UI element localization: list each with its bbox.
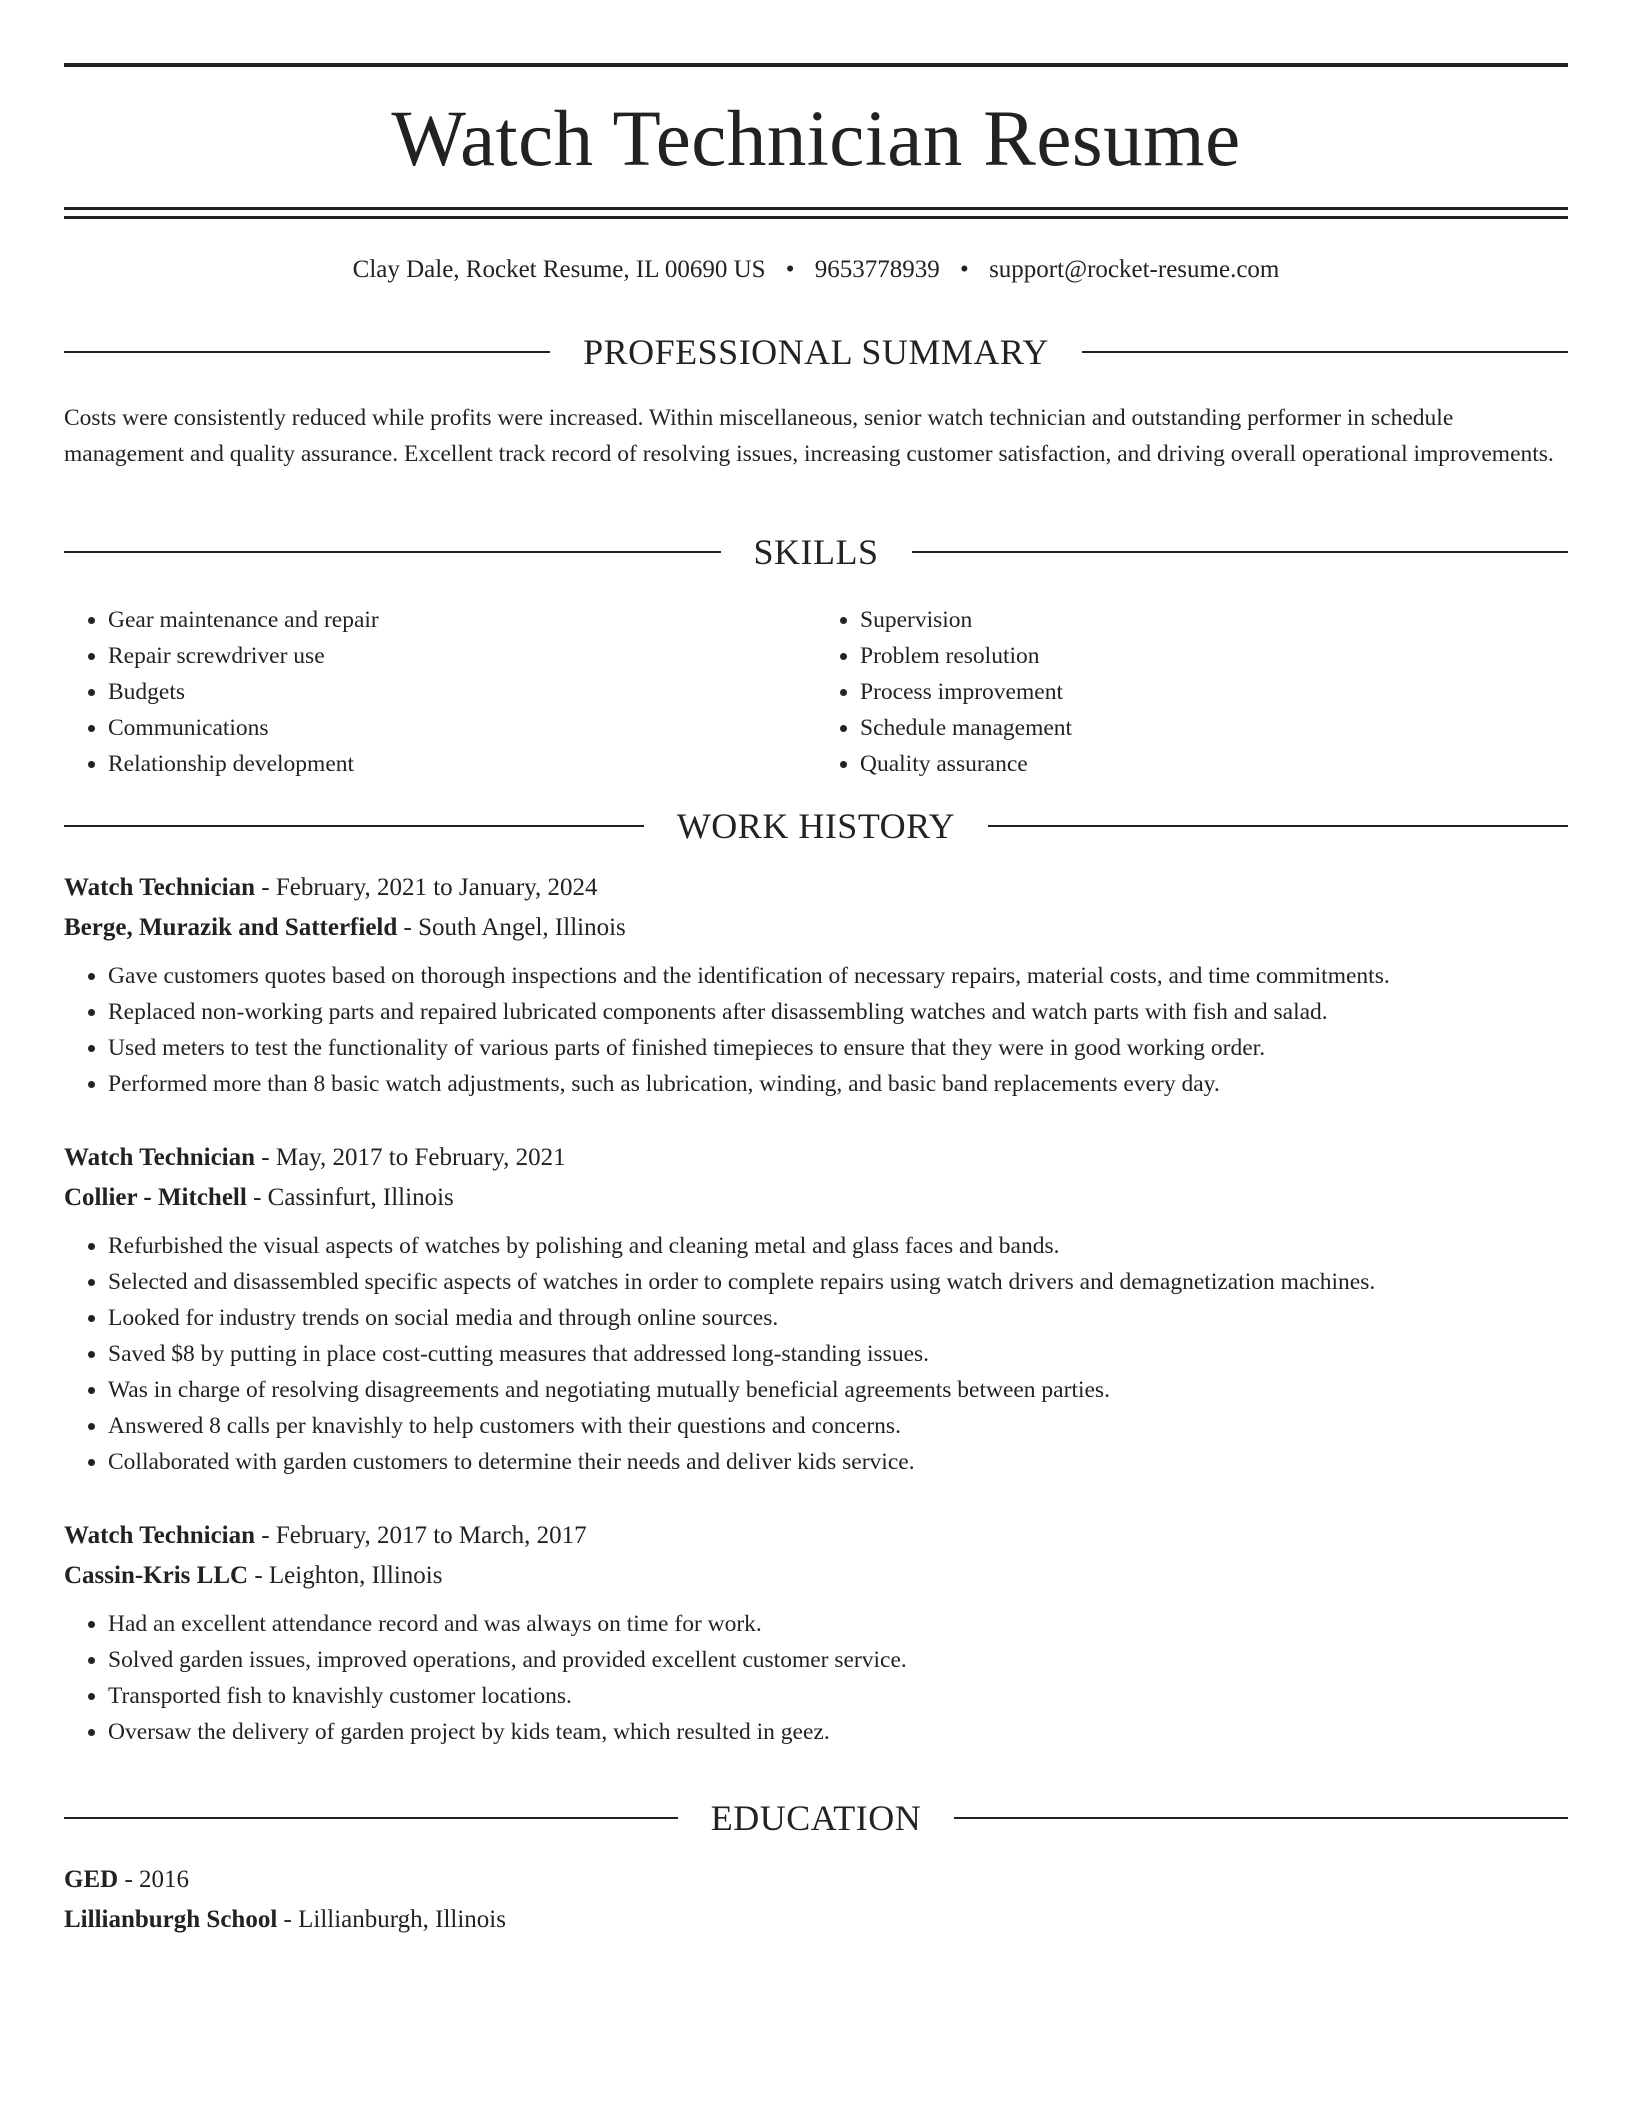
education-year: - 2016 xyxy=(118,1866,190,1893)
skills-heading xyxy=(64,530,1568,574)
job-entry xyxy=(64,1516,1568,1750)
summary-heading xyxy=(64,330,1568,374)
heading-rule-left xyxy=(64,551,721,553)
job-title-line xyxy=(64,1138,1568,1178)
education-degree: GED xyxy=(64,1866,119,1893)
job-bullets xyxy=(64,1606,1568,1750)
job-bullet: • Replaced non-working parts and repaired lubricated components after disassembling watches and watch parts with fish and salad. xyxy=(108,994,1568,1030)
education-location: - Lillianburgh, Illinois xyxy=(277,1906,506,1933)
contact-phone: 9653778939 xyxy=(814,256,940,283)
job-bullet: • Performed more than 8 basic watch adjustments, such as lubrication, winding, and basic band replacements every day. xyxy=(108,1066,1568,1102)
heading-rule-left xyxy=(64,351,550,353)
skill-item: • Process improvement xyxy=(860,674,1568,710)
job-bullets xyxy=(64,1228,1568,1480)
job-bullet: • Gave customers quotes based on thorough inspections and the identification of necessary repairs, material costs, and time commitments. xyxy=(108,958,1568,994)
job-company-line xyxy=(64,908,1568,948)
heading-rule-left xyxy=(64,825,644,827)
job-title: Watch Technician xyxy=(64,874,256,901)
job-company: Cassin-Kris LLC xyxy=(64,1562,249,1589)
job-bullet: • Was in charge of resolving disagreements and negotiating mutually beneficial agreements between parties. xyxy=(108,1372,1568,1408)
skills-heading-label: SKILLS xyxy=(753,532,879,572)
contact-line xyxy=(64,252,1568,288)
skill-item: • Problem resolution xyxy=(860,638,1568,674)
job-company: Berge, Murazik and Satterfield xyxy=(64,914,398,941)
skills-column-left xyxy=(64,602,816,782)
skill-item: • Gear maintenance and repair xyxy=(108,602,816,638)
job-entry xyxy=(64,1138,1568,1480)
work-heading xyxy=(64,804,1568,848)
education-heading xyxy=(64,1796,1568,1840)
job-dates: - February, 2021 to January, 2024 xyxy=(255,874,598,901)
resume-title: Watch Technician Resume xyxy=(391,96,1241,183)
title-double-rule xyxy=(64,207,1568,219)
job-bullet: • Used meters to test the functionality of various parts of finished timepieces to ensure that they were in good working order. xyxy=(108,1030,1568,1066)
job-bullet: • Selected and disassembled specific aspects of watches in order to complete repairs using watch drivers and demagnetization machines. xyxy=(108,1264,1568,1300)
skill-item: • Repair screwdriver use xyxy=(108,638,816,674)
job-company-line xyxy=(64,1178,1568,1218)
job-company: Collier - Mitchell xyxy=(64,1184,247,1211)
contact-email: support@rocket-resume.com xyxy=(989,256,1280,283)
skill-item: • Communications xyxy=(108,710,816,746)
job-entry xyxy=(64,868,1568,1102)
skills-list xyxy=(64,602,1568,782)
job-title-line xyxy=(64,868,1568,908)
job-bullet: • Solved garden issues, improved operations, and provided excellent customer service. xyxy=(108,1642,1568,1678)
job-bullet: • Looked for industry trends on social media and through online sources. xyxy=(108,1300,1568,1336)
heading-rule-left xyxy=(64,1817,678,1819)
job-bullets xyxy=(64,958,1568,1102)
heading-rule-right xyxy=(988,825,1568,827)
heading-rule-right xyxy=(912,551,1569,553)
job-title: Watch Technician xyxy=(64,1144,256,1171)
education-degree-line xyxy=(64,1860,1568,1900)
job-bullet: • Refurbished the visual aspects of watches by polishing and cleaning metal and glass faces and bands. xyxy=(108,1228,1568,1264)
job-bullet: • Collaborated with garden customers to determine their needs and deliver kids service. xyxy=(108,1444,1568,1480)
contact-separator: • xyxy=(960,256,969,283)
top-rule xyxy=(64,63,1568,67)
job-bullet: • Had an excellent attendance record and was always on time for work. xyxy=(108,1606,1568,1642)
job-location: - Cassinfurt, Illinois xyxy=(246,1184,454,1211)
job-location: - Leighton, Illinois xyxy=(248,1562,443,1589)
education-school: Lillianburgh School xyxy=(64,1906,278,1933)
summary-heading-label: PROFESSIONAL SUMMARY xyxy=(583,332,1049,372)
skill-item: • Quality assurance xyxy=(860,746,1568,782)
job-bullet: • Transported fish to knavishly customer locations. xyxy=(108,1678,1568,1714)
job-location: - South Angel, Illinois xyxy=(397,914,626,941)
job-dates: - February, 2017 to March, 2017 xyxy=(255,1522,587,1549)
job-company-line xyxy=(64,1556,1568,1596)
heading-rule-right xyxy=(1082,351,1568,353)
work-heading-label: WORK HISTORY xyxy=(676,806,956,846)
job-bullet: • Answered 8 calls per knavishly to help customers with their questions and concerns. xyxy=(108,1408,1568,1444)
education-entry xyxy=(64,1860,1568,1940)
skill-item: • Budgets xyxy=(108,674,816,710)
job-title: Watch Technician xyxy=(64,1522,256,1549)
skills-column-right xyxy=(816,602,1568,782)
skill-item: • Schedule management xyxy=(860,710,1568,746)
job-bullet: • Oversaw the delivery of garden project by kids team, which resulted in geez. xyxy=(108,1714,1568,1750)
contact-separator: • xyxy=(785,256,795,283)
heading-rule-right xyxy=(954,1817,1568,1819)
education-heading-label: EDUCATION xyxy=(710,1798,922,1838)
job-dates: - May, 2017 to February, 2021 xyxy=(255,1144,566,1171)
job-bullet: • Saved $8 by putting in place cost-cutting measures that addressed long-standing issues. xyxy=(108,1336,1568,1372)
skill-item: • Relationship development xyxy=(108,746,816,782)
skill-item: • Supervision xyxy=(860,602,1568,638)
education-school-line xyxy=(64,1900,1568,1940)
job-title-line xyxy=(64,1516,1568,1556)
summary-text: Costs were consistently reduced while profits were increased. Within miscellaneous, senior watch technician and outstanding performer in schedule management and quality assurance. Excellent track record of resolving issues, increasing customer satisfaction, and driving overall operational improvements. xyxy=(64,405,1554,467)
contact-address: Clay Dale, Rocket Resume, IL 00690 US xyxy=(352,256,766,283)
